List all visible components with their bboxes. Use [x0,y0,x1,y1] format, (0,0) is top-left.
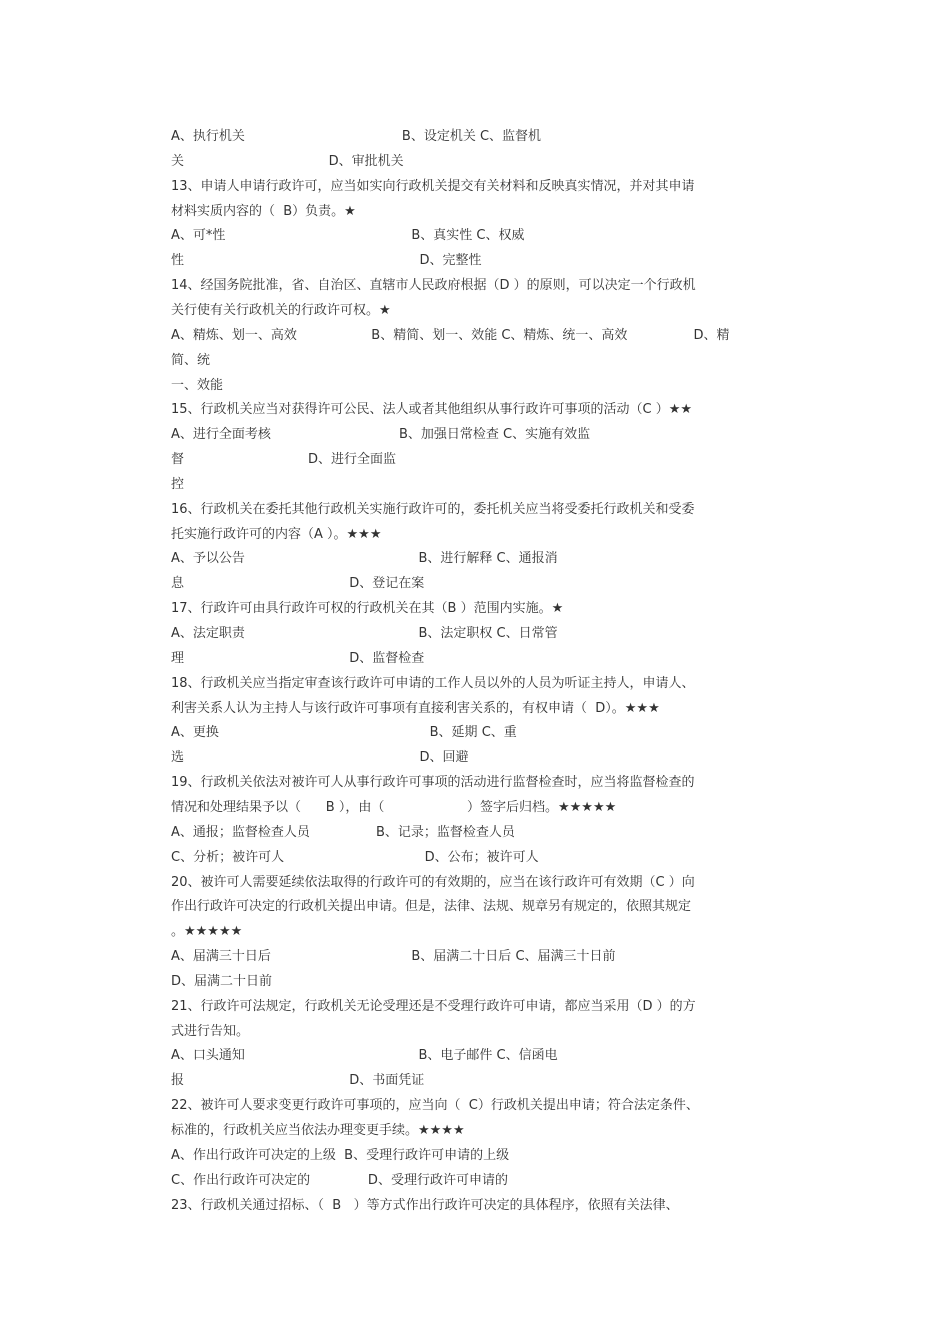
text-line: 报 D、书面凭证 [171,1073,425,1089]
text-line: 理 D、监督检查 [171,650,425,666]
text-line: 选 D、回避 [171,750,469,766]
text-line: A、届满三十日后 B、届满二十日后 C、届满三十日前 [171,949,616,965]
text-line: 21、行政许可法规定，行政机关无论受理还是不受理行政许可申请，都应当采用（D ）的方 [171,998,696,1014]
text-line: 材料实质内容的（ B）负责。★ [171,203,356,219]
text-line: A、执行机关 B、设定机关 C、监督机 [171,129,542,144]
text-line: 式进行告知。 [171,1023,250,1039]
text-line: A、法定职责 B、法定职权 C、日常管 [171,626,558,641]
text-line: D、届满二十日前 [171,973,273,989]
text-line: 督 D、进行全面监 [171,452,396,468]
text-line: 一、效能 [171,377,224,393]
text-line: 22、被许可人要求变更行政许可事项的，应当向（ C）行政机关提出申请；符合法定条件、 [171,1098,699,1114]
text-line: A、口头通知 B、电子邮件 C、信函电 [171,1048,558,1064]
text-line: 托实施行政许可的内容（A ）。★★★ [171,526,382,542]
text-line: 17、行政许可由具行政许可权的行政机关在其（B ）范围内实施。★ [171,601,564,617]
text-line: 18、行政机关应当指定审查该行政许可申请的工作人员以外的人员为听证主持人，申请人、 [171,675,695,691]
text-line: A、可*性 B、真实性 C、权威 [171,228,525,244]
text-line: 标准的，行政机关应当依法办理变更手续。★★★★ [171,1123,465,1138]
text-line: 情况和处理结果予以（ B ），由（ ）签字后归档。★★★★★ [171,799,617,815]
text-line: 23、行政机关通过招标、（ B ）等方式作出行政许可决定的具体程序，依照有关法律、 [171,1197,679,1213]
text-line: 16、行政机关在委托其他行政机关实施行政许可的，委托机关应当将受委托行政机关和受委 [171,501,695,517]
text-line: 性 D、完整性 [171,253,482,269]
text-line: 15、行政机关应当对获得许可公民、法人或者其他组织从事行政许可事项的活动（C ）★★ [171,402,693,418]
text-line: A、更换 B、延期 C、重 [171,725,517,741]
text-line: 控 [171,476,185,492]
text-line: 14、经国务院批准，省、自治区、直辖市人民政府根据（D ）的原则，可以决定一个行政机 [171,278,696,294]
text-line: 19、行政机关依法对被许可人从事行政许可事项的活动进行监督检查时，应当将监督检查的 [171,775,695,791]
text-line: 作出行政许可决定的行政机关提出申请。但是，法律、法规、规章另有规定的，依照其规定 [171,899,692,915]
text-line: A、通报；监督检查人员 B、记录；监督检查人员 [171,824,515,840]
text-line: 。★★★★★ [171,924,243,940]
text-line: 关 D、审批机关 [171,153,404,169]
text-line: 13、申请人申请行政许可，应当如实向行政机关提交有关材料和反映真实情况，并对其申请 [171,178,695,194]
text-line: A、予以公告 B、进行解释 C、通报消 [171,551,558,567]
text-line: 20、被许可人需要延续依法取得的行政许可的有效期的，应当在该行政许可有效期（C ）向 [171,874,695,890]
text-line: C、作出行政许可决定的 D、受理行政许可申请的 [171,1172,508,1188]
text-line: A、作出行政许可决定的上级 B、受理行政许可申请的上级 [171,1147,510,1163]
text-line: A、精炼、划一、高效 B、精简、划一、效能 C、精炼、统一、高效 D、精 [171,327,730,343]
text-line: 简、统 [171,352,211,368]
text-line: C、分析；被许可人 D、公布；被许可人 [171,849,539,865]
text-line: A、进行全面考核 B、加强日常检查 C、实施有效监 [171,427,591,443]
text-line: 息 D、登记在案 [171,576,425,592]
text-line: 关行使有关行政机关的行政许可权。★ [171,302,391,318]
text-line: 利害关系人认为主持人与该行政许可事项有直接利害关系的，有权申请（ D）。★★★ [171,700,660,716]
